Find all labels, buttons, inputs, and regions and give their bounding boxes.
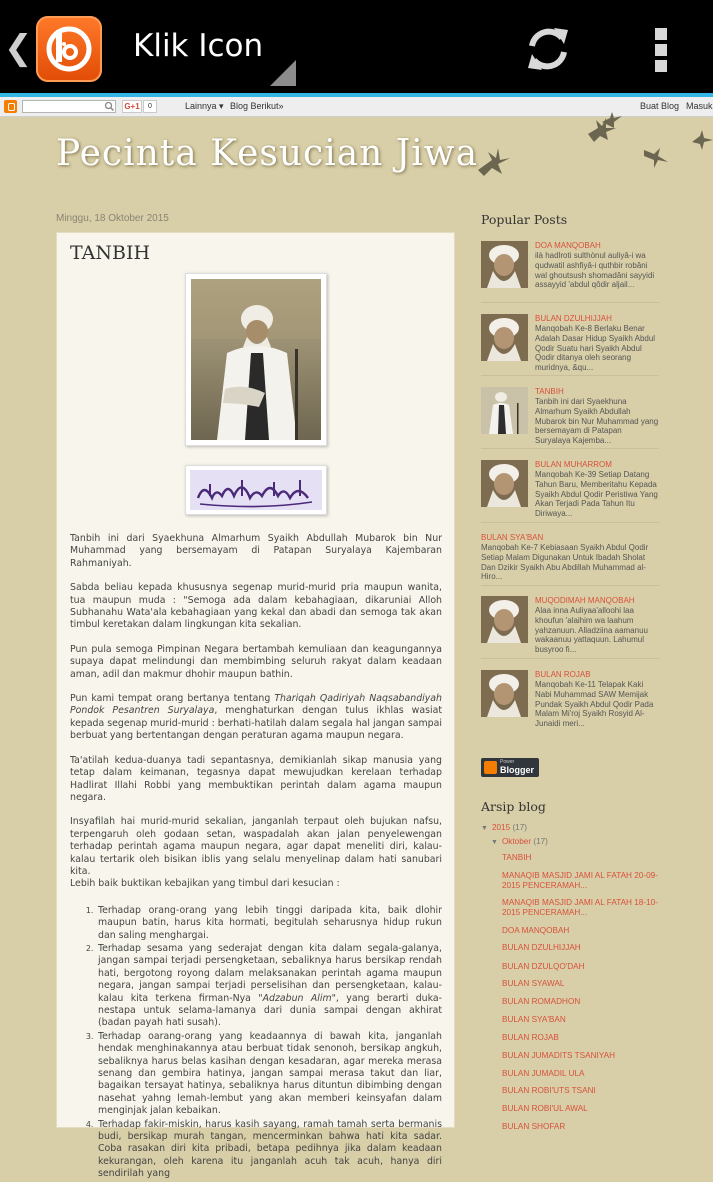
post-paragraph	[70, 693, 442, 743]
archive-post-link[interactable]: BULAN DZULHIJJAH	[502, 943, 581, 952]
archive-post-link[interactable]: BULAN ROJAB	[502, 1033, 559, 1042]
post-paragraph: Tanbih ini dari Syaekhuna Almarhum Syaikh Abdullah Mubarok bin Nur Muhammad yang bersemayam di Patapan Suryalaya Kajembaran Rahmaniyah.	[70, 533, 442, 569]
gplus-button[interactable]: G+1	[122, 100, 142, 113]
blog-feed-icon[interactable]	[36, 16, 102, 82]
post-paragraph: Lebih baik buktikan kebajikan yang timbul dari kesucian :	[70, 878, 340, 890]
navbar-search-input[interactable]	[22, 100, 116, 113]
back-chevron-icon[interactable]: ❮	[4, 28, 33, 68]
popular-post-thumbnail[interactable]	[481, 314, 528, 361]
archive-post-link[interactable]: BULAN DZULQO'DAH	[502, 962, 585, 971]
popular-posts-title: Popular Posts	[481, 212, 568, 227]
expand-triangle-icon[interactable]: ▼	[481, 825, 488, 832]
popular-post-thumbnail[interactable]	[481, 670, 528, 717]
search-icon[interactable]	[103, 100, 116, 113]
popular-post-snippet: Manqobah Ke-8 Berlaku Benar Adalah Dasar Hidup Syaikh Abdul Qodir Suatu hari Syaikh Abdul Qodir ditanya oleh seorang muridnya, &qu...	[535, 324, 656, 373]
archive-post-link[interactable]: BULAN SYAWAL	[502, 979, 565, 988]
more-menu-link[interactable]: Lainnya ▾	[185, 101, 224, 111]
post-text: Pun kami tempat orang bertanya tentang	[70, 693, 275, 705]
refresh-icon[interactable]	[524, 24, 572, 74]
post-body	[70, 533, 442, 1182]
popular-post-snippet: ilà hadlroti sulthònul auliyâ-i wa qudwatil ashfiyâ-i quthbir robâni wal ghoutsush shomadâni sayyidi assayyid 'abdul qôdir aljail...	[535, 251, 655, 290]
gplus-count: 0	[143, 100, 157, 113]
archive-post-link[interactable]: BULAN SHOFAR	[502, 1122, 566, 1131]
archive-title: Arsip blog	[481, 799, 546, 814]
next-blog-link[interactable]: Blog Berikut»	[230, 101, 284, 111]
popular-post-item[interactable]	[481, 241, 659, 303]
blogger-wordmark: Blogger	[500, 765, 535, 775]
archive-post-link[interactable]: MANAQIB MASJID JAMI AL FATAH 20-09-2015 PENCERAMAH...	[502, 871, 658, 890]
archive-post-link[interactable]: BULAN JUMADITS TSANIYAH	[502, 1051, 615, 1060]
post-text: ", yang berarti duka-nestapa untuk selama-lamanya dari dunia sampai dengan akhirat (badan payah hati susah).	[98, 992, 443, 1029]
archive-post-link[interactable]: BULAN ROMADHON	[502, 997, 581, 1006]
list-item: 3. Terhadap oarang-orang yang keadaannya di bawah kita, janganlah hendak menghinakannya atau berbuat tidak senonoh, bersikap angkuh, sebaliknya harus belas kasihan dengan kesadaran, agar mereka merasa senang dan gembira hatinya, jangan sampai merasa takut dan liar, bagaikan tersayat hatinya, sebaliknya harus dituntun dibimbing dengan nasehat yahng lemah-lembut yang akan memberi keinsyafan dalam menginjak jalan kebaikan.	[96, 1031, 442, 1118]
post-italic-text: Adzabun Alim	[262, 992, 332, 1004]
post-paragraph: Sabda beliau kepada khususnya segenap murid-murid pria maupun wanita, tua maupun muda : "Semoga ada dalam kebahagiaan, dikaruniai Alloh Subhanahu Wata'ala kebahagiaan yang kekal dan abadi dan semoga tak akan timbul keretakan dalam lingkungan kita sekalian.	[70, 582, 442, 631]
popular-post-title[interactable]: MUQODIMAH MANQOBAH	[535, 596, 635, 605]
action-bar	[0, 0, 713, 94]
popular-post-item[interactable]	[481, 314, 659, 376]
popular-post-item[interactable]	[481, 596, 659, 659]
archive-year-toggle[interactable]	[481, 823, 527, 832]
powered-by-label: Power	[500, 759, 515, 765]
post-photo-sheikh[interactable]	[185, 273, 327, 446]
popular-post-title[interactable]: BULAN ROJAB	[535, 670, 591, 679]
archive-post-link[interactable]: BULAN ROBI'UL AWAL	[502, 1104, 588, 1113]
popular-post-title[interactable]: TANBIH	[535, 387, 564, 396]
create-blog-link[interactable]: Buat Blog	[640, 101, 680, 111]
post-date-header: Minggu, 18 Oktober 2015	[56, 213, 169, 224]
list-item: 1. Terhadap orang-orang yang lebih tinggi daripada kita, baik dlohir maupun batin, harus kita hormati, begitulah seharusnya hidup rukun dan saling menghargai.	[96, 905, 442, 942]
popular-post-thumbnail[interactable]	[481, 241, 528, 288]
app-title: Klik Icon	[133, 28, 264, 64]
post-italic-text: Thariqah Qadiriyah Naqsabandiyah Pondok Pesantren Suryalaya	[70, 693, 442, 717]
archive-post-link[interactable]: TANBIH	[502, 853, 532, 862]
blog-title[interactable]: Pecinta Kesucian Jiwa	[56, 133, 479, 174]
archive-post-link[interactable]: DOA MANQOBAH	[502, 926, 570, 935]
archive-month[interactable]: Oktober	[501, 837, 532, 846]
popular-post-snippet: Manqobah Ke-7 Kebiasaan Syaikh Abdul Qodir Setiap Malam Digunakan Untuk Ibadah Sholat Dan Dzikir Syaikh Abu Abdillah Muhammad al-Hiro...	[481, 543, 649, 582]
powered-by-blogger-badge[interactable]	[481, 758, 539, 777]
expand-triangle-icon[interactable]: ▼	[491, 839, 498, 846]
archive-post-link[interactable]: BULAN JUMADIL ULA	[502, 1069, 585, 1078]
archive-post-link[interactable]: MANAQIB MASJID JAMI AL FATAH 18-10-2015 PENCERAMAH...	[502, 898, 658, 917]
popular-post-title[interactable]: BULAN DZULHIJJAH	[535, 314, 612, 323]
blogger-logo-icon	[484, 761, 497, 774]
popular-post-snippet: Manqobah Ke-11 Telapak Kaki Nabi Muhammad SAW Memijak Pundak Syaikh Abdul Qodir Pada Malam Mi'roj Syaikh Rosyid Al-Junaidi meri...	[535, 680, 654, 729]
popular-post-title[interactable]: BULAN MUHARROM	[535, 460, 612, 469]
post-paragraph: Insyafilah hai murid-murid sekalian, janganlah terpaut oleh bujukan nafsu, terpengaruh oleh godaan setan, waspadalah akan jalan penyelewengan terhadap perintah agama maupun negara, agar dapat meneliti diri, kalau-kalau tertarik oleh bisikan iblis yang selalu menyelinap dalam hati sanubari kita.	[70, 816, 442, 877]
popular-post-snippet: Alaa inna Auliyaa'alloohi laa khoufun 'alaihim wa laahum yahzanuun. Alladziina aamanuu wakaanuu yattaquun. Lahumul busyroo fi...	[535, 606, 648, 655]
archive-year-count: (17)	[512, 823, 527, 832]
post-title[interactable]: TANBIH	[70, 242, 151, 264]
popular-post-thumbnail[interactable]	[481, 387, 528, 434]
popular-post-item[interactable]	[481, 387, 659, 449]
post-text: , menghaturkan dengan tulus ikhlas wasiat kepada segenap murid-murid : berhati-hatilah dalam segala hal jangan sampai berbuat yang bertentangan dengan peraturan agama maupun negara.	[70, 705, 442, 742]
popular-post-item[interactable]	[481, 460, 659, 523]
spinner-indicator-icon[interactable]	[270, 60, 296, 86]
popular-post-item[interactable]	[481, 670, 659, 733]
popular-post-title[interactable]: DOA MANQOBAH	[535, 241, 601, 250]
overflow-menu-icon[interactable]	[654, 28, 668, 72]
post-text: Terhadap sesama yang sederajat dengan kita dalam segala-galanya, jangan sampai terjadi persengketaan, sebaliknya harus bersikap rendah hati, bergotong royong dalam melaksanakan perintah agama maupun negara, jangan sampai terjadi perselisihan dan persengketaan, kalau-kalau kita terkena firman-Nya "	[98, 942, 442, 1004]
sidebar	[481, 212, 659, 1131]
post-paragraph: Ta'atilah kedua-duanya tadi sepantasnya, demikianlah sikap manusia yang tetap dalam keimanan, tegasnya dapat mewujudkan kerelaan terhadap Hadlirat Illahi Robbi yang membuktikan perintah dalam agama maupun negara.	[70, 754, 442, 803]
popular-post-snippet: Tanbih ini dari Syaekhuna Almarhum Syaikh Abdullah Mubarok bin Nur Muhammad yang bersemayam di Patapan Suryalaya Kajemba...	[535, 397, 659, 446]
bismillah-calligraphy-image[interactable]	[185, 465, 327, 515]
post-ordered-list	[96, 905, 442, 1181]
archive-post-link[interactable]: BULAN ROBI'UTS TSANI	[502, 1086, 596, 1095]
list-item	[96, 943, 442, 1030]
popular-post-snippet: Manqobah Ke-39 Setiap Datang Tahun Baru, Memberitahu Kepada Syaikh Abdul Qodir Peristiwa Yang Akan Terjadi Pada Tahun Itu Diriwaya...	[535, 470, 658, 519]
list-item: 4. Terhadap fakir-miskin, harus kasih sayang, ramah tamah serta bermanis budi, bersikap murah tangan, mencerminkan bahwa hati kita sadar. Coba rasakan diri kita pribadi, betapa pedihnya jika dalam keadaan kekurangan, oleh karena itu janganlah acuh tak acuh, hanya diri sendirilah yang	[96, 1119, 442, 1181]
popular-post-item[interactable]	[481, 533, 659, 586]
popular-post-thumbnail[interactable]	[481, 596, 528, 643]
archive-year[interactable]: 2015	[491, 823, 511, 832]
sign-in-link[interactable]: Masuk	[686, 101, 713, 111]
archive-post-link[interactable]: BULAN SYA'BAN	[502, 1015, 566, 1024]
blogger-logo-icon[interactable]	[4, 100, 17, 113]
popular-post-title[interactable]: BULAN SYA'BAN	[481, 533, 544, 542]
blog-post	[56, 232, 455, 1180]
archive-month-toggle[interactable]	[491, 837, 548, 846]
popular-post-thumbnail[interactable]	[481, 460, 528, 507]
flying-birds-icon	[470, 112, 713, 192]
post-paragraph: Pun pula semoga Pimpinan Negara bertambah kemuliaan dan keagungannya supaya dapat melindungi dan membimbing seluruh rakyat dalam keadaan aman, adil dan makmur dhohir maupun bathin.	[70, 643, 442, 680]
archive-month-count: (17)	[533, 837, 548, 846]
